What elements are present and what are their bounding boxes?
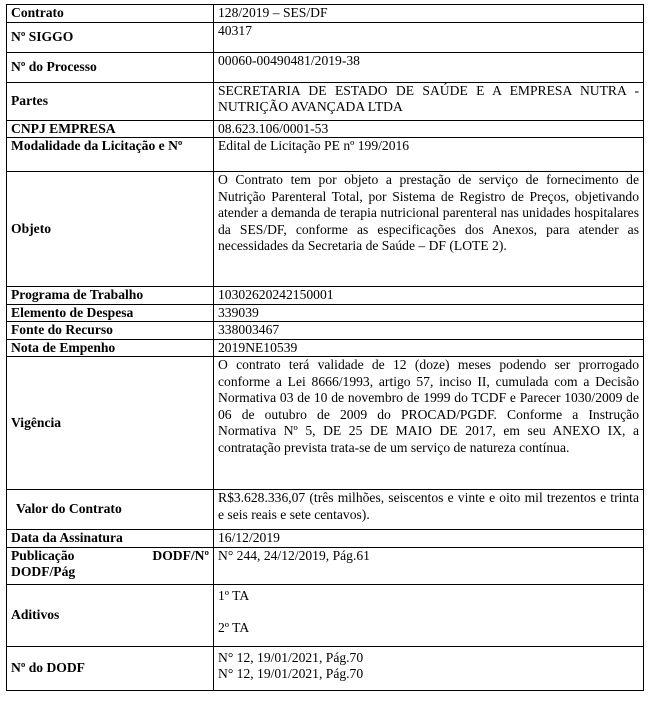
label-publicacao-line2: DODF/Pág — [11, 564, 76, 579]
value-programa: 10302620242150001 — [214, 287, 644, 305]
contract-summary-table — [6, 4, 644, 691]
label-modalidade — [7, 138, 214, 172]
value-empenho: 2019NE10539 — [214, 339, 644, 357]
value-assinatura: 16/12/2019 — [214, 530, 644, 548]
row-aditivos — [7, 584, 644, 646]
value-partes: SECRETARIA DE ESTADO DE SAÚDE E A EMPRESA NUTRA - NUTRIÇÃO AVANÇADA LTDA — [214, 82, 644, 120]
row-fonte — [7, 322, 644, 340]
row-publicacao — [7, 547, 644, 584]
label-partes: Partes — [7, 82, 214, 120]
value-modalidade: Edital de Licitação PE nº 199/2016 — [214, 138, 644, 172]
value-contrato: 128/2019 – SES/DF — [214, 5, 644, 23]
value-fonte: 338003467 — [214, 322, 644, 340]
label-modalidade-text: Modalidade da Licitação e Nº — [11, 138, 183, 153]
value-vigencia: O contrato terá validade de 12 (doze) meses podendo ser prorrogado conforme a Lei 8666/1993, artigo 57, inciso II, cumulada com a Decisão Normativa 03 de 10 de novembro de 1999 do TCDF e Parecer 1030/2009 de 06 de outubro de 2009 do PROCAD/PGDF. Conforme a Instrução Normativa Nº 5, DE 25 DE MAIO DE 2017, em seu ANEXO IX, a contratação prevista trata-se de um serviço de natureza contínua. — [214, 357, 644, 490]
row-dodf — [7, 646, 644, 690]
value-cnpj: 08.623.106/0001-53 — [214, 120, 644, 138]
value-objeto: O Contrato tem por objeto a prestação de serviço de fornecimento de Nutrição Parenteral Total, por Sistema de Registro de Preços, objetivando atender a demanda de terapia nutricional parenteral nas unidades hospitalares da SES/DF, conforme as especificações dos Anexos, para atender as necessidades da Secretaria de Saúde – DF (LOTE 2). — [214, 172, 644, 287]
row-siggo — [7, 22, 644, 52]
label-publicacao — [7, 547, 214, 584]
label-valor: Valor do Contrato — [7, 490, 214, 530]
value-dodf — [214, 646, 644, 690]
value-elemento: 339039 — [214, 304, 644, 322]
row-valor — [7, 490, 644, 530]
label-programa: Programa de Trabalho — [7, 287, 214, 305]
label-contrato: Contrato — [7, 5, 214, 23]
label-publicacao-line1: Publicação DODF/Nº — [11, 547, 209, 563]
row-contrato — [7, 5, 644, 23]
dodf-entry-1: N° 12, 19/01/2021, Pág.70 — [218, 649, 364, 665]
aditivo-1: 1º TA — [218, 587, 250, 603]
value-siggo: 40317 — [214, 22, 644, 52]
label-cnpj: CNPJ EMPRESA — [7, 120, 214, 138]
label-processo: Nº do Processo — [7, 52, 214, 82]
label-objeto: Objeto — [7, 172, 214, 287]
row-processo — [7, 52, 644, 82]
row-cnpj — [7, 120, 644, 138]
row-empenho — [7, 339, 644, 357]
row-objeto — [7, 172, 644, 287]
label-assinatura: Data da Assinatura — [7, 530, 214, 548]
row-modalidade — [7, 138, 644, 172]
label-empenho: Nota de Empenho — [7, 339, 214, 357]
label-siggo: Nº SIGGO — [7, 22, 214, 52]
row-vigencia — [7, 357, 644, 490]
label-elemento: Elemento de Despesa — [7, 304, 214, 322]
value-publicacao: N° 244, 24/12/2019, Pág.61 — [214, 547, 644, 584]
value-aditivos — [214, 584, 644, 646]
label-dodf: Nº do DODF — [7, 646, 214, 690]
label-aditivos: Aditivos — [7, 584, 214, 646]
value-valor: R$3.628.336,07 (três milhões, seiscentos e vinte e oito mil trezentos e trinta e seis reais e sete centavos). — [214, 490, 644, 530]
row-elemento — [7, 304, 644, 322]
dodf-entry-2: N° 12, 19/01/2021, Pág.70 — [218, 666, 364, 681]
aditivo-2: 2º TA — [218, 620, 250, 635]
label-fonte: Fonte do Recurso — [7, 322, 214, 340]
row-partes — [7, 82, 644, 120]
row-assinatura — [7, 530, 644, 548]
label-vigencia: Vigência — [7, 357, 214, 490]
value-processo: 00060-00490481/2019-38 — [214, 52, 644, 82]
aditivos-spacer — [218, 604, 639, 620]
row-programa — [7, 287, 644, 305]
